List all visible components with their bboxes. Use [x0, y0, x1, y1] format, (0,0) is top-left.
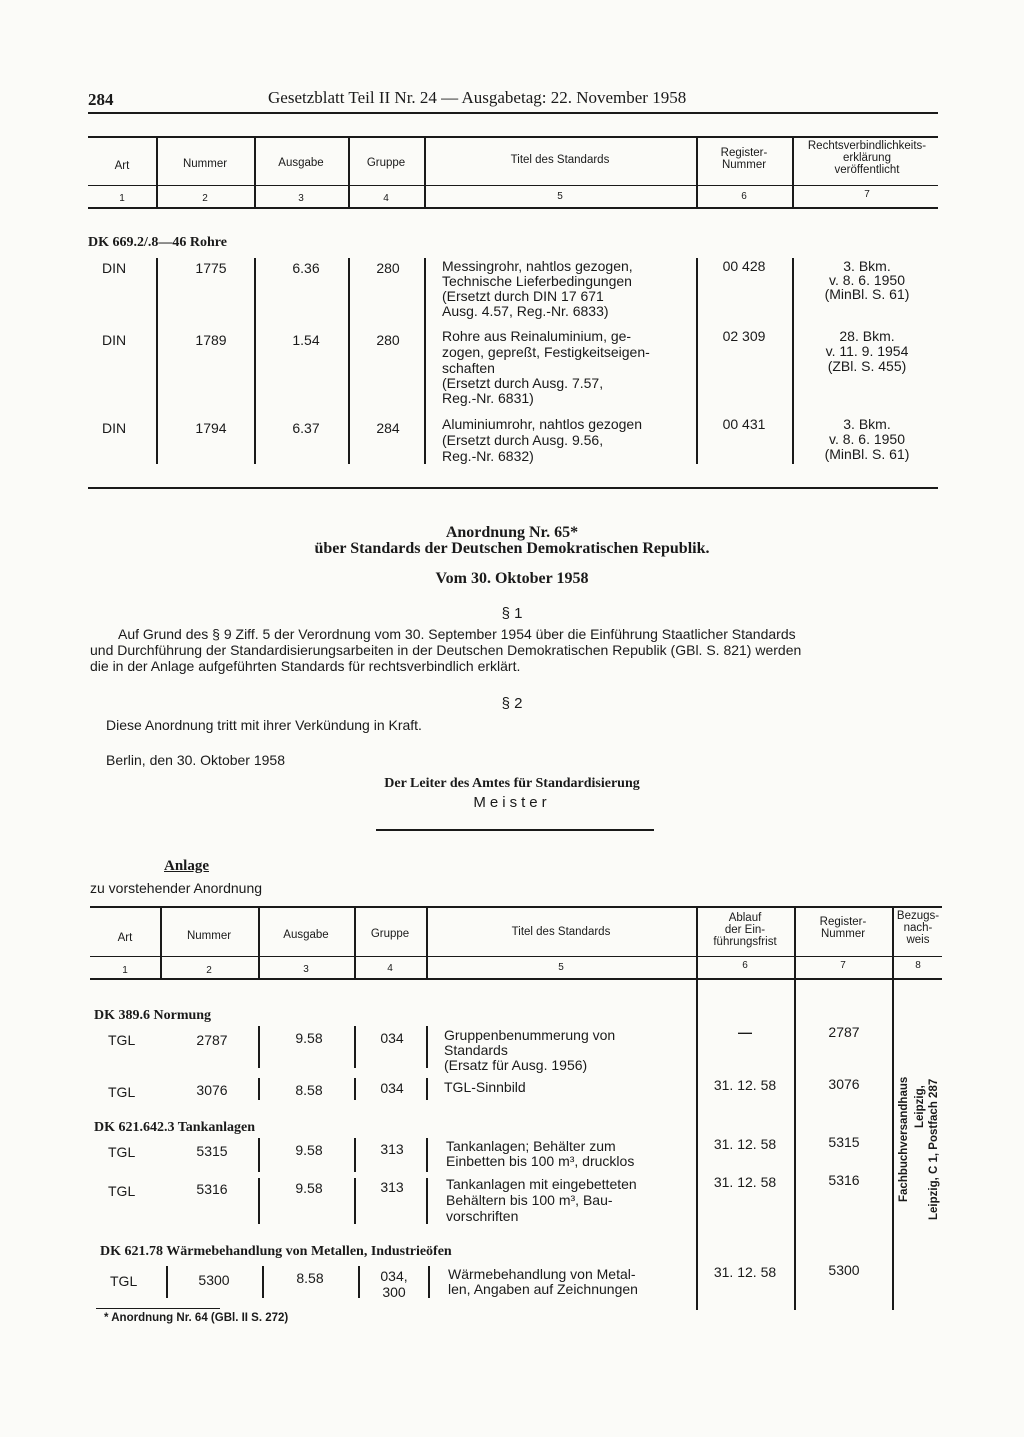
- cell-gruppe: 313: [380, 1179, 404, 1195]
- cell-gruppe: 313: [380, 1141, 404, 1157]
- place-date: Berlin, den 30. Oktober 1958: [106, 752, 286, 768]
- annex-subtitle: zu vorstehender Anordnung: [90, 880, 263, 896]
- section-heading: DK 389.6 Normung: [94, 1008, 212, 1023]
- cell-erklaerung-line: 3. Bkm.: [843, 416, 891, 432]
- cell-register: 00 428: [722, 258, 766, 274]
- col-header-register: Register- Nummer: [720, 147, 768, 171]
- paragraph-2-text: Diese Anordnung tritt mit ihrer Verkündung in Kraft.: [106, 717, 422, 733]
- footnote-rule: [96, 1308, 220, 1309]
- cell-nummer: 1789: [195, 332, 227, 348]
- cell-erklaerung-line: v. 11. 9. 1954: [825, 343, 909, 359]
- cell-ablauf: —: [738, 1024, 752, 1040]
- cell-art: TGL: [108, 1084, 136, 1100]
- cell-titel-line: Technische Lieferbedingungen: [442, 273, 632, 289]
- cell-titel-line: vorschriften: [446, 1208, 519, 1224]
- cell-register: 02 309: [722, 328, 766, 344]
- section-heading: DK 621.78 Wärmebehandlung von Metallen, Industrieöfen: [100, 1244, 452, 1259]
- cell-titel-line: Aluminiumrohr, nahtlos gezogen: [442, 416, 643, 432]
- page-header-title: Gesetzblatt Teil II Nr. 24 — Ausgabetag: 22. November 1958: [268, 88, 687, 107]
- cell-gruppe: 280: [376, 332, 400, 348]
- col-number: 6: [741, 191, 747, 202]
- signature-rule: [376, 829, 654, 831]
- col-header-titel: Titel des Standards: [510, 154, 610, 166]
- col-number: 7: [840, 960, 846, 971]
- paragraph-1-line: und Durchführung der Standardisierungsarbeiten in der Deutschen Demokratischen Republik (GBl. S. 821) werden: [90, 642, 802, 658]
- section-heading: DK 621.642.3 Tankanlagen: [94, 1120, 256, 1135]
- cell-art: DIN: [102, 332, 127, 348]
- annex-col-header-ausgabe: Ausgabe: [283, 929, 329, 941]
- table-bottom-rule: [88, 487, 938, 489]
- cell-titel-line: (Ersetzt durch Ausg. 7.57,: [442, 375, 604, 391]
- table-standards-din: [0, 0, 1024, 500]
- cell-art: TGL: [108, 1183, 136, 1199]
- cell-ausgabe: 8.58: [295, 1082, 323, 1098]
- cell-titel-line: Tankanlagen mit eingebetteten: [446, 1176, 637, 1192]
- cell-erklaerung-line: (MinBl. S. 61): [824, 446, 910, 462]
- cell-titel-line: Tankanlagen; Behälter zum: [446, 1138, 616, 1154]
- cell-register: 2787: [828, 1024, 860, 1040]
- col-number: 2: [206, 965, 212, 976]
- annex-col-header-art: Art: [117, 932, 133, 944]
- col-header-nummer: Nummer: [182, 158, 228, 170]
- cell-titel-line: TGL-Sinnbild: [444, 1079, 526, 1095]
- cell-ausgabe: 1.54: [292, 332, 320, 348]
- cell-nummer: 5315: [196, 1143, 228, 1159]
- col-number: 6: [742, 960, 748, 971]
- order-title: Anordnung Nr. 65*: [445, 524, 579, 541]
- cell-gruppe: 034: [380, 1080, 404, 1096]
- cell-nummer: 5316: [196, 1181, 228, 1197]
- order-subtitle: über Standards der Deutschen Demokratischen Republik.: [314, 540, 710, 557]
- footnote: * Anordnung Nr. 64 (GBl. II S. 272): [104, 1312, 289, 1324]
- annex-title: Anlage: [164, 858, 209, 874]
- col-header-ausgabe: Ausgabe: [278, 157, 324, 169]
- cell-ausgabe: 9.58: [295, 1030, 323, 1046]
- cell-art: TGL: [108, 1144, 136, 1160]
- annex-col-header-nummer: Nummer: [186, 930, 232, 942]
- cell-titel-line: (Ersatz für Ausg. 1956): [444, 1057, 588, 1073]
- cell-ausgabe: 6.37: [292, 420, 320, 436]
- cell-titel-line: Standards: [444, 1042, 508, 1058]
- cell-titel-line: Reg.-Nr. 6831): [442, 390, 534, 406]
- cell-register: 5315: [828, 1134, 860, 1150]
- bezug-line: Leipzig,: [914, 1085, 926, 1128]
- col-number: 1: [119, 193, 125, 204]
- cell-art: DIN: [102, 420, 127, 436]
- cell-gruppe: 280: [376, 260, 400, 276]
- cell-titel-line: Rohre aus Reinaluminium, ge-: [442, 328, 632, 344]
- order-date: Vom 30. Oktober 1958: [435, 570, 589, 587]
- bezug-line: Leipzig, C 1, Postfach 287: [928, 1078, 940, 1220]
- cell-register: 5316: [828, 1172, 860, 1188]
- cell-titel-line: (Ersetzt durch Ausg. 9.56,: [442, 432, 604, 448]
- cell-titel-line: zogen, gepreßt, Festigkeitseigen-: [442, 344, 650, 360]
- cell-ausgabe: 9.58: [295, 1142, 323, 1158]
- cell-titel-line: Einbetten bis 100 m³, drucklos: [446, 1153, 635, 1169]
- col-number: 5: [558, 962, 564, 973]
- cell-nummer: 1775: [195, 260, 227, 276]
- col-header-art: Art: [114, 160, 130, 172]
- cell-ablauf: 31. 12. 58: [713, 1136, 777, 1152]
- cell-nummer: 3076: [196, 1082, 228, 1098]
- cell-ausgabe: 6.36: [292, 260, 320, 276]
- cell-titel-line: Messingrohr, nahtlos gezogen,: [442, 258, 633, 274]
- cell-register: 3076: [828, 1076, 860, 1092]
- cell-erklaerung-line: 28. Bkm.: [839, 328, 895, 344]
- cell-register: 5300: [828, 1262, 860, 1278]
- paragraph-1-line: Auf Grund des § 9 Ziff. 5 der Verordnung vom 30. September 1954 über die Einführung Staatlicher Standards: [118, 626, 796, 642]
- cell-erklaerung-line: v. 8. 6. 1950: [828, 272, 905, 288]
- cell-nummer: 1794: [195, 420, 227, 436]
- cell-gruppe: 034: [380, 1030, 404, 1046]
- cell-ablauf: 31. 12. 58: [713, 1077, 777, 1093]
- col-number: 7: [864, 189, 870, 200]
- cell-gruppe: 034, 300: [380, 1268, 408, 1300]
- cell-erklaerung-line: v. 8. 6. 1950: [828, 431, 905, 447]
- cell-art: TGL: [108, 1032, 136, 1048]
- cell-register: 00 431: [722, 416, 766, 432]
- annex-col-header-register: Register- Nummer: [819, 916, 867, 940]
- cell-erklaerung-line: 3. Bkm.: [843, 258, 891, 274]
- col-number: 3: [303, 964, 309, 975]
- cell-ausgabe: 8.58: [296, 1270, 324, 1286]
- cell-titel-line: schaften: [442, 360, 495, 376]
- col-number: 8: [915, 960, 921, 971]
- cell-titel-line: Ausg. 4.57, Reg.-Nr. 6833): [442, 303, 609, 319]
- section-heading: DK 669.2/.8—46 Rohre: [88, 235, 227, 250]
- cell-ablauf: 31. 12. 58: [713, 1264, 777, 1280]
- cell-titel-line: Reg.-Nr. 6832): [442, 448, 534, 464]
- annex-col-header-gruppe: Gruppe: [370, 928, 410, 940]
- paragraph-1-heading: § 1: [501, 605, 523, 622]
- cell-ablauf: 31. 12. 58: [713, 1174, 777, 1190]
- col-number: 4: [387, 963, 393, 974]
- annex-col-header-titel: Titel des Standards: [511, 926, 611, 938]
- col-header-gruppe: Gruppe: [366, 157, 406, 169]
- cell-titel-line: Behältern bis 100 m³, Bau-: [446, 1192, 613, 1208]
- cell-erklaerung-line: (ZBl. S. 455): [827, 358, 907, 374]
- cell-titel-line: len, Angaben auf Zeichnungen: [448, 1281, 638, 1297]
- cell-titel-line: Wärmebehandlung von Metal-: [448, 1266, 636, 1282]
- col-number: 1: [122, 965, 128, 976]
- cell-art: TGL: [110, 1273, 138, 1289]
- col-number: 4: [383, 193, 389, 204]
- col-number: 5: [557, 191, 563, 202]
- page-number: 284: [88, 90, 114, 109]
- col-header-erklaerung: Rechtsverbindlichkeits- erklärung veröffentlicht: [807, 140, 927, 176]
- cell-nummer: 2787: [196, 1032, 228, 1048]
- cell-nummer: 5300: [198, 1272, 230, 1288]
- signer-name: Meister: [473, 794, 551, 811]
- cell-erklaerung-line: (MinBl. S. 61): [824, 286, 910, 302]
- paragraph-1-line: die in der Anlage aufgeführten Standards für rechtsverbindlich erklärt.: [90, 658, 521, 674]
- col-number: 3: [298, 193, 304, 204]
- paragraph-2-heading: § 2: [501, 695, 523, 712]
- cell-art: DIN: [102, 260, 127, 276]
- cell-ausgabe: 9.58: [295, 1180, 323, 1196]
- cell-titel-line: (Ersetzt durch DIN 17 671: [442, 288, 604, 304]
- col-number: 2: [202, 193, 208, 204]
- cell-gruppe: 284: [376, 420, 400, 436]
- bezug-line: Fachbuchversandhaus: [898, 1076, 910, 1202]
- annex-col-header-ablauf: Ablauf der Ein- führungsfrist: [713, 912, 777, 948]
- signer-title: Der Leiter des Amtes für Standardisierung: [384, 776, 640, 791]
- cell-titel-line: Gruppenbenummerung von: [444, 1027, 616, 1043]
- annex-col-header-bezug: Bezugs- nach- weis: [896, 910, 940, 946]
